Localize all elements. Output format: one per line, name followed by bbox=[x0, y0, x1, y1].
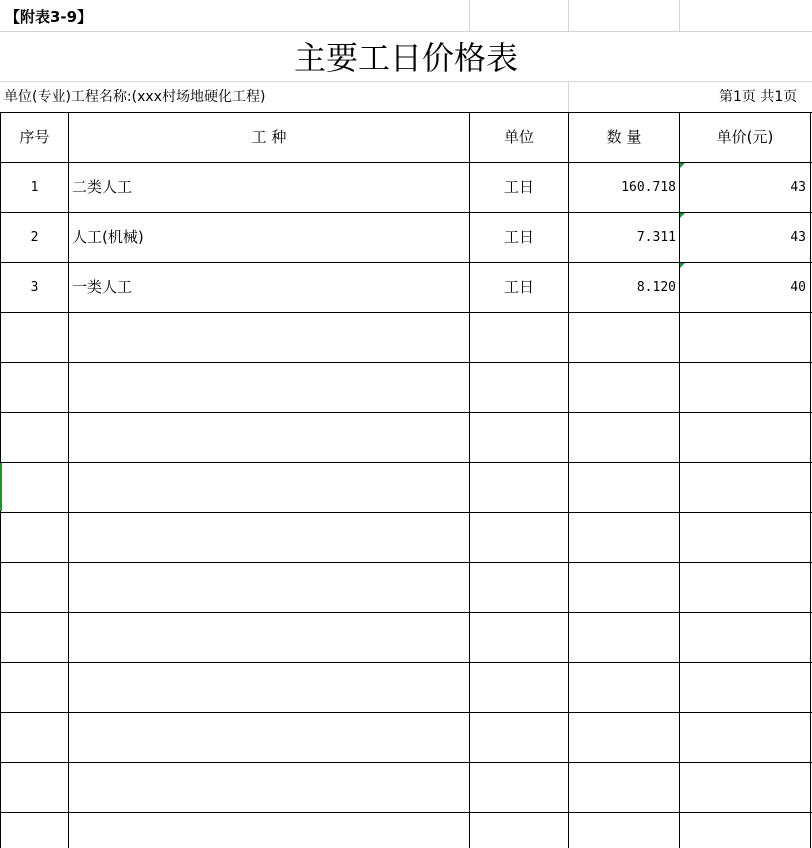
row-selection-indicator bbox=[0, 463, 2, 511]
table-border bbox=[810, 112, 811, 848]
table-cell-unit-price[interactable]: 43 bbox=[790, 180, 806, 195]
table-border bbox=[0, 762, 812, 763]
header-work-type[interactable]: 工 种 bbox=[251, 128, 287, 146]
table-cell-unit[interactable]: 工日 bbox=[503, 178, 534, 196]
header-unit[interactable]: 单位 bbox=[503, 128, 534, 146]
header-quantity[interactable]: 数 量 bbox=[606, 128, 642, 146]
header-unit-price[interactable]: 单价(元) bbox=[716, 128, 774, 146]
table-cell-work-type[interactable]: 一类人工 bbox=[72, 278, 133, 296]
error-indicator-icon bbox=[680, 263, 685, 268]
table-cell-unit-price[interactable]: 40 bbox=[790, 280, 806, 295]
table-cell-seq[interactable]: 1 bbox=[30, 180, 39, 195]
table-border bbox=[0, 462, 812, 463]
table-cell-work-type[interactable]: 二类人工 bbox=[72, 178, 133, 196]
table-tag: 【附表3-9】 bbox=[5, 7, 93, 26]
gridline bbox=[568, 0, 569, 31]
error-indicator-icon bbox=[680, 213, 685, 218]
table-cell-unit[interactable]: 工日 bbox=[503, 278, 534, 296]
table-cell-work-type[interactable]: 人工(机械) bbox=[72, 228, 144, 246]
gridline bbox=[568, 82, 569, 112]
table-border bbox=[0, 562, 812, 563]
page-title: 主要工日价格表 bbox=[293, 39, 518, 77]
table-cell-seq[interactable]: 2 bbox=[30, 230, 39, 245]
table-border bbox=[0, 662, 812, 663]
gridline bbox=[0, 81, 812, 82]
table-border bbox=[0, 312, 812, 313]
table-cell-quantity[interactable]: 8.120 bbox=[636, 280, 676, 295]
table-cell-quantity[interactable]: 7.311 bbox=[636, 230, 676, 245]
gridline bbox=[469, 0, 470, 31]
gridline bbox=[679, 0, 680, 31]
page-info: 第1页 共1页 bbox=[719, 89, 798, 105]
table-border bbox=[0, 712, 812, 713]
table-border bbox=[0, 412, 812, 413]
table-border bbox=[0, 362, 812, 363]
table-border bbox=[0, 512, 812, 513]
table-cell-quantity[interactable]: 160.718 bbox=[621, 180, 676, 195]
error-indicator-icon bbox=[680, 163, 685, 168]
table-border bbox=[0, 812, 812, 813]
gridline bbox=[0, 31, 812, 32]
header-seq[interactable]: 序号 bbox=[19, 128, 50, 146]
table-cell-seq[interactable]: 3 bbox=[30, 280, 39, 295]
table-cell-unit[interactable]: 工日 bbox=[503, 228, 534, 246]
project-name: 单位(专业)工程名称:(xxx村场地硬化工程) bbox=[4, 89, 266, 105]
table-cell-unit-price[interactable]: 43 bbox=[790, 230, 806, 245]
table-border bbox=[0, 612, 812, 613]
